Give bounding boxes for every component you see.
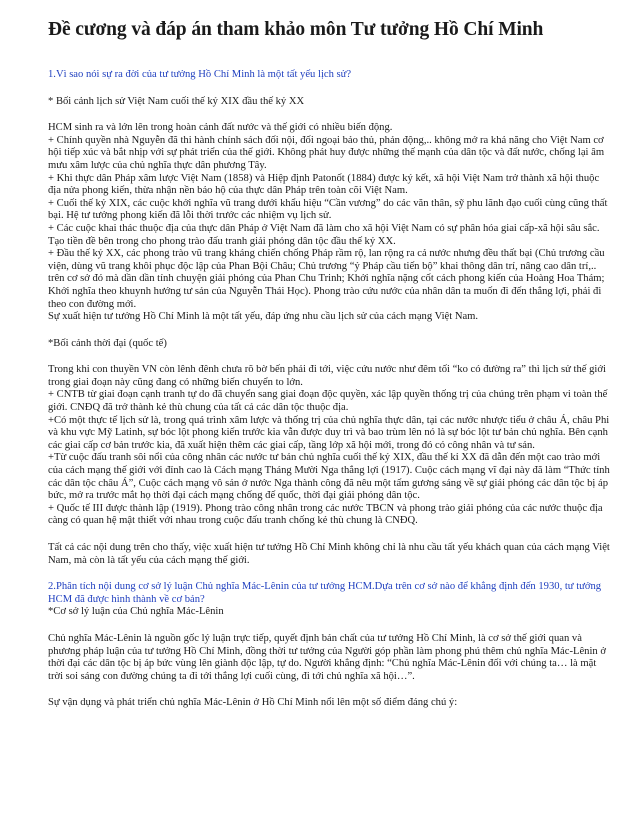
section-heading-historical-context: * Bối cảnh lịch sử Việt Nam cuối thế kỷ XIX đầu thế kỷ XX	[48, 95, 305, 107]
paragraph: +Có một thực tế lịch sử là, trong quá trình xâm lược và thống trị của chủ nghĩa thực dân, tại các nước nhược tiểu ở châu Á, châu Phi và khu vực Mỹ Latinh, sự bóc lột phong kiến trước kia vẫn được duy trì và bao trùm lên nó là sự bóc lột tư bản chủ nghĩa. Bên cạnh các giai cấp cơ bản trước kia, đã xuất hiện thêm các giai cấp, tầng lớp xã hội mới, trong đó có công nhân và tư sản.	[48, 414, 610, 451]
paragraph: + CNTB từ giai đoạn cạnh tranh tự do đã chuyển sang giai đoạn độc quyền, xác lập quyền thống trị của chúng trên phạm vi toàn thế giới. CNĐQ đã trở thành kẻ thù chung của tất cả các dân tộc thuộc địa.	[48, 389, 608, 414]
paragraph: +Từ cuộc đấu tranh sôi nổi của công nhân các nước tư bản chủ nghĩa cuối thế kỷ XIX, đầu thế kỉ XX đã dẫn đến một cao trào mới của cách mạng thế giới với đỉnh cao là Cách mạng Tháng Mười Nga thắng lợi (1917). Cuộc cách mạng vĩ đại này đã làm “Thức tỉnh các dân tộc châu Á”, Cuộc cách mạng vô sản ở nước Nga thành công đã nêu một tấm gương sáng về sự giải phóng các dân tộc bị áp bức, mở ra trước mắt họ thời đại cách mạng chống đế quốc, thời đại giải phóng dân tộc.	[48, 452, 610, 502]
paragraph: + Các cuộc khai thác thuộc địa của thực dân Pháp ở Việt Nam đã làm cho xã hội Việt Nam có sự phân hóa giai cấp-xã hội sâu sắc. Tạo tiền đề bên trong cho phong trào đấu tranh giải phóng dân tộc đầu thế kỷ XX.	[48, 222, 600, 247]
paragraph: + Đầu thế kỷ XX, các phong trào vũ trang kháng chiến chống Pháp rầm rộ, lan rộng ra cả nước nhưng đều thất bại (Chủ trương cầu viện, dùng vũ trang khôi phục độc lập của Phan Bội Châu; Chủ trương “ỷ Pháp cầu tiến bộ” khai thông dân trí, nâng cao dân trí,.. trên cơ sở đó mà dần dần tính chuyện giải phóng của Phan Chu Trinh; Khởi nghĩa nặng cốt cách phong kiến của Hoàng Hoa Thám; Khởi nghĩa theo khuynh hướng tư sản của Nguyễn Thái Học). Phong trào cứu nước của nhân dân ta muốn đi đến thắng lợi, phải đi theo con đường mới.	[48, 248, 605, 310]
paragraph: + Khi thực dân Pháp xâm lược Việt Nam (1858) và Hiệp định Patonốt (1884) được ký kết, xã hội Việt Nam trở thành xã hội thuộc địa nửa phong kiến, thừa nhận nền bảo hộ của thực dân Pháp trên toàn cõi Việt Nam.	[48, 172, 600, 197]
section-historical-context	[48, 122, 610, 324]
paragraph: + Chính quyền nhà Nguyễn đã thi hành chính sách đối nội, đối ngoại bảo thủ, phản động,.. không mở ra khả năng cho Việt Nam cơ hội tiếp xúc và bắt nhịp với sự phát triển của thế giới. Không phát huy được những thế mạnh của dân tộc và đất nước, chống lại âm mưu xâm lược của chủ nghĩa thực dân phương Tây.	[48, 134, 605, 171]
paragraph: + Quốc tế III được thành lập (1919). Phong trào công nhân trong các nước TBCN và phong trào giải phóng của các nước thuộc địa càng có quan hệ mật thiết với nhau trong cuộc đấu tranh chống kẻ thù chung là CNĐQ.	[48, 502, 603, 527]
paragraph: HCM sinh ra và lớn lên trong hoàn cảnh đất nước và thế giới có nhiều biến động.	[48, 122, 393, 134]
theory-paragraph: Chủ nghĩa Mác-Lênin là nguồn gốc lý luận trực tiếp, quyết định bản chất của tư tưởng Hồ Chí Minh, là cơ sở thế giới quan và phương pháp luận của tư tưởng Hồ Chí Minh, đồng thời tư tưởng của Người góp phần làm phong phú thêm chủ nghĩa Mác-Lênin ở thời đại các dân tộc bị áp bức vùng lên giành độc lập, tự do. Người khẳng định: “Chủ nghĩa Mác-Lênin đối với chúng ta… là mặt trời soi sáng con đường chúng ta đi tới thắng lợi cuối cùng, đi tới chủ nghĩa xã hội…”.	[48, 632, 606, 682]
paragraph: + Cuối thế kỷ XIX, các cuộc khởi nghĩa vũ trang dưới khẩu hiệu “Cần vương” do các văn thân, sỹ phu lãnh đạo cuối cùng cũng thất bại. Hệ tư tưởng phong kiến đã lỗi thời trước các nhiệm vụ lịch sử.	[48, 197, 608, 222]
paragraph: Sự xuất hiện tư tưởng Hồ Chí Minh là một tất yếu, đáp ứng nhu cầu lịch sử của cách mạng Việt Nam.	[48, 311, 479, 323]
question-2: 2.Phân tích nội dung cơ sở lý luận Chủ nghĩa Mác-Lênin của tư tưởng HCM.Dựa trên cơ sở nào để khẳng định đến 1930, tư tưởng HCM đã được hình thành về cơ bản?	[48, 581, 602, 605]
section-heading-international-context: *Bối cảnh thời đại (quốc tế)	[48, 337, 167, 349]
question-1: 1.Vì sao nói sự ra đời của tư tưởng Hồ Chí Minh là một tất yếu lịch sử?	[48, 69, 352, 80]
paragraph: Trong khi con thuyền VN còn lênh đênh chưa rõ bờ bến phải đi tới, việc cứu nước như đêm tối “ko có đường ra” thì lịch sử thế giới trong giai đoạn này cũng đang có những biến chuyển to lớn.	[48, 364, 606, 388]
section-international-context	[48, 364, 610, 528]
application-paragraph: Sự vận dụng và phát triển chủ nghĩa Mác-Lênin ở Hồ Chí Minh nổi lên một số điểm đáng chú ý:	[48, 697, 458, 709]
section-heading-theoretical-basis: *Cơ sở lý luận của Chủ nghĩa Mác-Lênin	[48, 606, 224, 618]
document-title: Đề cương và đáp án tham khảo môn Tư tưởng Hồ Chí Minh	[48, 19, 544, 40]
conclusion-paragraph: Tất cả các nội dung trên cho thấy, việc xuất hiện tư tưởng Hồ Chí Minh không chỉ là nhu cầu tất yếu khách quan của cách mạng Việt Nam, mà còn là tất yếu của cách mạng thế giới.	[48, 542, 610, 566]
